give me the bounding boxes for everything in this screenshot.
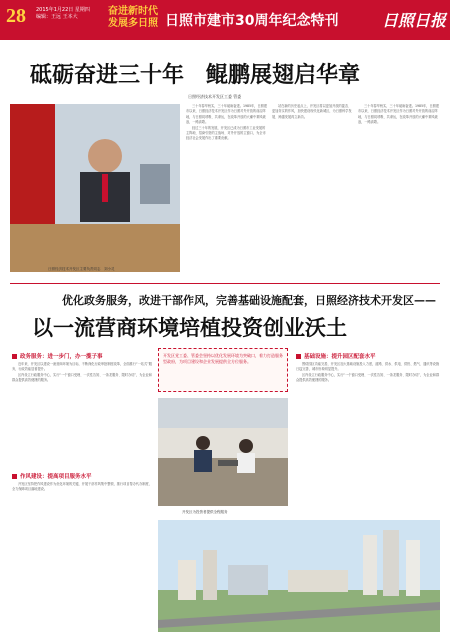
article1-paragraph: 三十年春华秋实，三十年砥砺奋进。1985年，日照建市以来，日照经济技术开发区作为日照对外开放的前沿阵地，与日照同呼吸、共命运，在改革开放的大潮中乘风破浪，一路高歌。: [186, 104, 268, 125]
section-divider: [10, 283, 440, 284]
square-bullet-icon: [12, 474, 17, 479]
article1-column-2: [272, 104, 354, 274]
article1-paragraph: 经过三十年的发展，开发区已成为日照市工业发展的主阵地、招商引资的主战场、对外开放的主窗口，为全市经济社会发展作出了重要贡献。: [186, 125, 266, 141]
article2-paragraph: 围绕园区功能完善，开发区加大基础设施投入力度，道路、供水、供电、供热、燃气、通讯等设施日趋完善，城市形象明显提升。: [296, 362, 440, 372]
article2-column-right: [296, 362, 440, 502]
section-heading-infrastructure: 基础设施：提升园区配套水平: [296, 352, 376, 360]
article1-column-1: [186, 104, 268, 274]
page-header-band: [0, 0, 450, 40]
page-number: 28: [6, 5, 26, 27]
article1-byline: 日照经济技术开发区工委 管委: [188, 94, 242, 99]
article2-paragraph: 区内设立行政服务中心，实行“一个窗口受理、一次性告知、一条龙服务、限时办结”，为企业和群众提供高效便捷的服务。: [12, 372, 152, 383]
official-portrait-photo: [10, 104, 180, 272]
portrait-caption: 日照经济技术开发区主要负责同志 刘小灵: [48, 267, 115, 271]
pull-quote-text: 开发区党工委、管委会坚持以优化发展环境为突破口，着力打造服务型政府，为项目建设和企业发展提供全方位服务。: [163, 353, 283, 364]
special-issue-title: 日照市建市30周年纪念特刊: [165, 13, 339, 29]
article2-paragraph: 近年来，开发区以建设一流营商环境为目标，不断深化行政审批制度改革，全面推行“一站式”服务，行政效能显著提升。: [12, 362, 152, 372]
newspaper-logo: 日照日报: [382, 11, 447, 30]
article1-headline: 砥砺奋进三十年 鲲鹏展翅启华章: [30, 63, 361, 88]
article1-paragraph: 站在新的历史起点上，开发区将以更加开放的姿态、更加务实的作风，加快建设现代化新城区，为日照科学发展、跨越发展再立新功。: [272, 104, 352, 119]
service-hall-photo: [158, 398, 288, 506]
square-bullet-icon: [12, 354, 17, 359]
article2-headline: 以一流营商环境培植投资创业沃土: [32, 316, 347, 340]
section-heading-government-service: 政务服务：进一步门，办一揽子事: [12, 352, 103, 360]
service-hall-caption: 开发区为投资者提供全程服务: [182, 510, 228, 514]
article2-paragraph: 区内设立行政服务中心，实行“一个窗口受理、一次性告知、一条龙服务、限时办结”，为企业和群众提供高效便捷的服务。: [296, 372, 440, 383]
square-bullet-icon: [296, 354, 301, 359]
article2-column-left-bottom: [12, 482, 152, 632]
article2-paragraph: 开发区坚持把作风建设作为优化环境的关键，开展干部作风集中整顿，推行项目帮办代办制度，全力保障项目落地建设。: [12, 482, 152, 492]
section-heading-work-style: 作风建设：提高项目服务水平: [12, 472, 92, 480]
header-slogan: 奋进新时代 发展多日照: [108, 6, 158, 29]
issue-date: 2015年1月22日 星期四 编辑：王远 王本大: [36, 7, 90, 20]
article1-paragraph: 三十年春华秋实，三十年砥砺奋进。1985年，日照建市以来，日照经济技术开发区作为日照对外开放的前沿阵地，与日照同呼吸、共命运，在改革开放的大潮中乘风破浪，一路高歌。: [358, 104, 440, 125]
pull-quote-box: [158, 348, 288, 392]
article2-column-left-top: [12, 362, 152, 468]
city-skyline-photo: [158, 520, 440, 632]
article2-subtitle: 优化政务服务，改进干部作风，完善基础设施配套，日照经济技术开发区——: [62, 294, 436, 307]
article1-column-3: [358, 104, 440, 274]
